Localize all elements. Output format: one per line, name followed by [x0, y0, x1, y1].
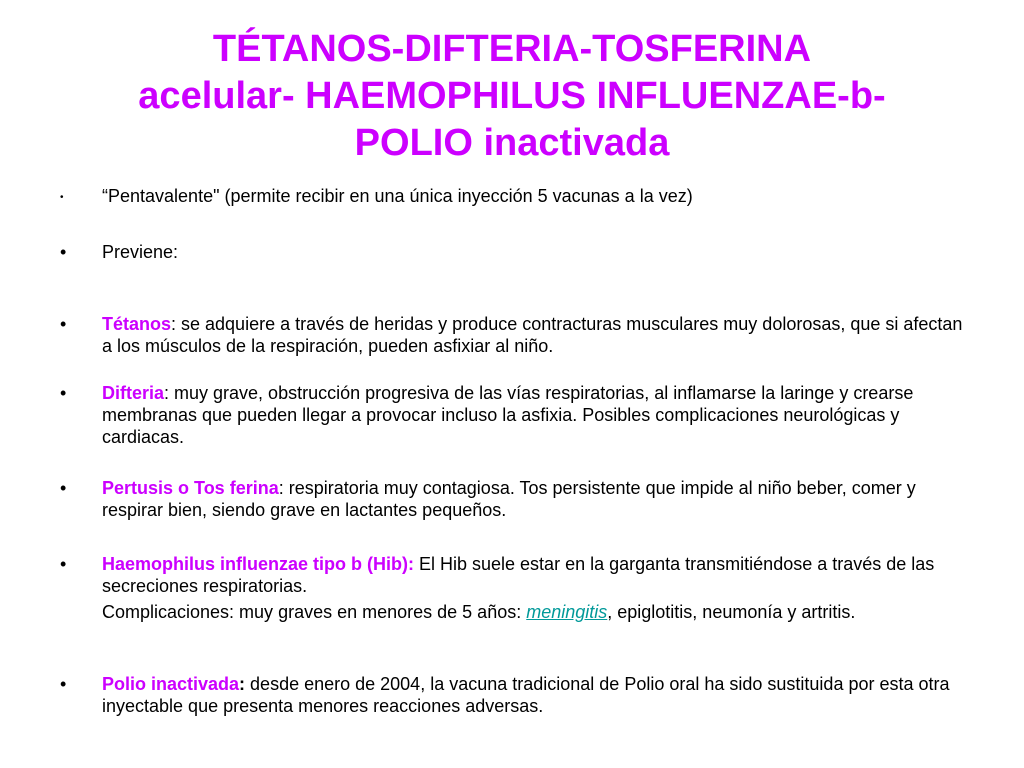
bullet-text	[102, 313, 970, 357]
bullet-dot: •	[60, 242, 67, 262]
bullet-lead: Tétanos	[102, 314, 172, 334]
bullet-dot: •	[60, 383, 67, 403]
bullet-body: desde enero de 2004, la vacuna tradicional de Polio oral ha sido sustituida por esta otra inyectable que presenta menores reacciones adversas.	[102, 674, 950, 716]
title-line-3: POLIO inactivada	[354, 122, 670, 164]
bullet-text	[102, 673, 970, 717]
complications-prefix: Complicaciones: muy graves en menores de 5 años:	[102, 602, 527, 622]
bullet-dot: •	[60, 554, 67, 574]
bullet-lead: Polio inactivada	[102, 674, 240, 694]
bullet-dot: •	[60, 478, 67, 498]
title-line-2: acelular- HAEMOPHILUS INFLUENZAE-b-	[138, 75, 886, 117]
bullet-text: “Pentavalente" (permite recibir en una única inyección 5 vacunas a la vez)	[102, 186, 693, 206]
bullet-pertusis	[60, 477, 970, 521]
complications-suffix: , epiglotitis, neumonía y artritis.	[607, 602, 856, 622]
hib-complications	[102, 601, 972, 623]
bullet-body: : se adquiere a través de heridas y produce contracturas musculares muy dolorosas, que si afectan a los músculos de la respiración, pueden asfixiar al niño.	[102, 314, 963, 356]
bullet-lead: Pertusis o Tos ferina	[102, 478, 279, 498]
bullet-dot: •	[60, 674, 67, 694]
meningitis-link[interactable]: meningitis	[526, 602, 608, 622]
bullet-body: El Hib suele estar en la garganta transmitiéndose a través de las secreciones respiratorias.	[102, 554, 935, 596]
bullet-colon: :	[239, 674, 246, 694]
bullet-text	[102, 477, 970, 521]
bullet-body: : respiratoria muy contagiosa. Tos persistente que impide al niño beber, comer y respirar bien, siendo grave en lactantes pequeños.	[102, 478, 916, 520]
title-line-1: TÉTANOS-DIFTERIA-TOSFERINA	[212, 28, 812, 70]
bullet-previene	[60, 241, 970, 263]
bullet-lead: Haemophilus influenzae tipo b (Hib):	[102, 554, 414, 574]
bullet-text	[102, 382, 970, 448]
bullet-text	[102, 553, 970, 597]
bullet-polio	[60, 673, 970, 717]
slide-title	[40, 26, 984, 167]
bullet-lead: Difteria	[102, 383, 165, 403]
bullet-difteria	[60, 382, 970, 448]
bullet-body: : muy grave, obstrucción progresiva de las vías respiratorias, al inflamarse la laringe y crearse membranas que pueden llegar a provocar incluso la asfixia. Posibles complicaciones neurológicas y cardiacas.	[102, 383, 914, 447]
bullet-tetanos	[60, 313, 970, 357]
bullet-pentavalente	[60, 185, 970, 207]
bullet-dot: •	[60, 192, 64, 203]
bullet-dot: •	[60, 314, 67, 334]
bullet-text: Previene:	[102, 242, 179, 262]
bullet-hib	[60, 553, 970, 597]
